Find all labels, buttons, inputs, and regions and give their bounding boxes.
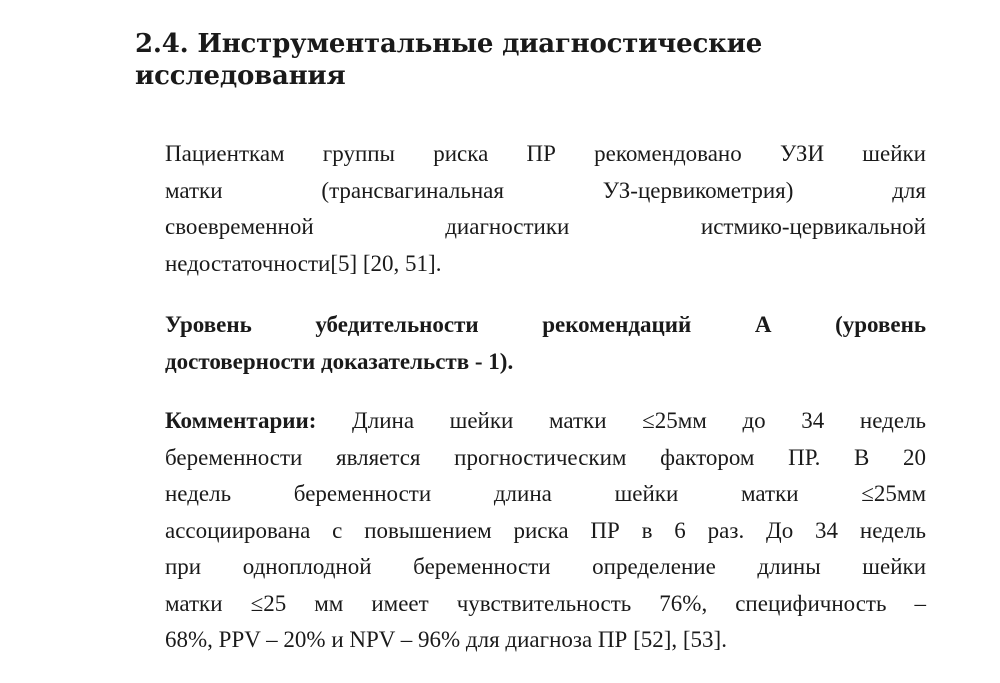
- text-line: беременности является прогностическим фактором ПР. В 20: [165, 444, 926, 470]
- text-line: достоверности доказательств - 1).: [165, 348, 514, 374]
- evidence-level-paragraph: [165, 307, 926, 380]
- text-line: ассоциирована с повышением риска ПР в 6 раз. До 34 недель: [165, 517, 926, 543]
- heading-line: 2.4. Инструментальные диагностические: [135, 29, 763, 59]
- comment-first-line-text: Длина шейки матки ≤25мм до 34 недель: [316, 408, 926, 433]
- text-line: Уровень убедительности рекомендаций А (уровень: [165, 312, 926, 337]
- text-line: своевременной диагностики истмико-цервикальной: [165, 214, 926, 239]
- text-line: матки ≤25 мм имеет чувствительность 76%, специфичность –: [165, 590, 926, 616]
- text-line: недель беременности длина шейки матки ≤25мм: [165, 481, 926, 506]
- text-line: Пациенткам группы риска ПР рекомендовано УЗИ шейки: [165, 141, 926, 166]
- text-line: [165, 403, 926, 440]
- comment-label: Комментарии:: [165, 408, 317, 433]
- text-line: недостаточности[5] [20, 51].: [165, 250, 442, 276]
- text-line: при одноплодной беременности определение длины шейки: [165, 554, 926, 579]
- heading-line: исследования: [135, 61, 346, 91]
- comment-paragraph: [165, 403, 926, 659]
- text-line: 68%, PPV – 20% и NPV – 96% для диагноза ПР [52], [53].: [165, 627, 727, 652]
- text-line: матки (трансвагинальная УЗ-цервикометрия) для: [165, 177, 926, 203]
- recommendation-paragraph: [165, 136, 926, 282]
- section-heading: [135, 28, 935, 92]
